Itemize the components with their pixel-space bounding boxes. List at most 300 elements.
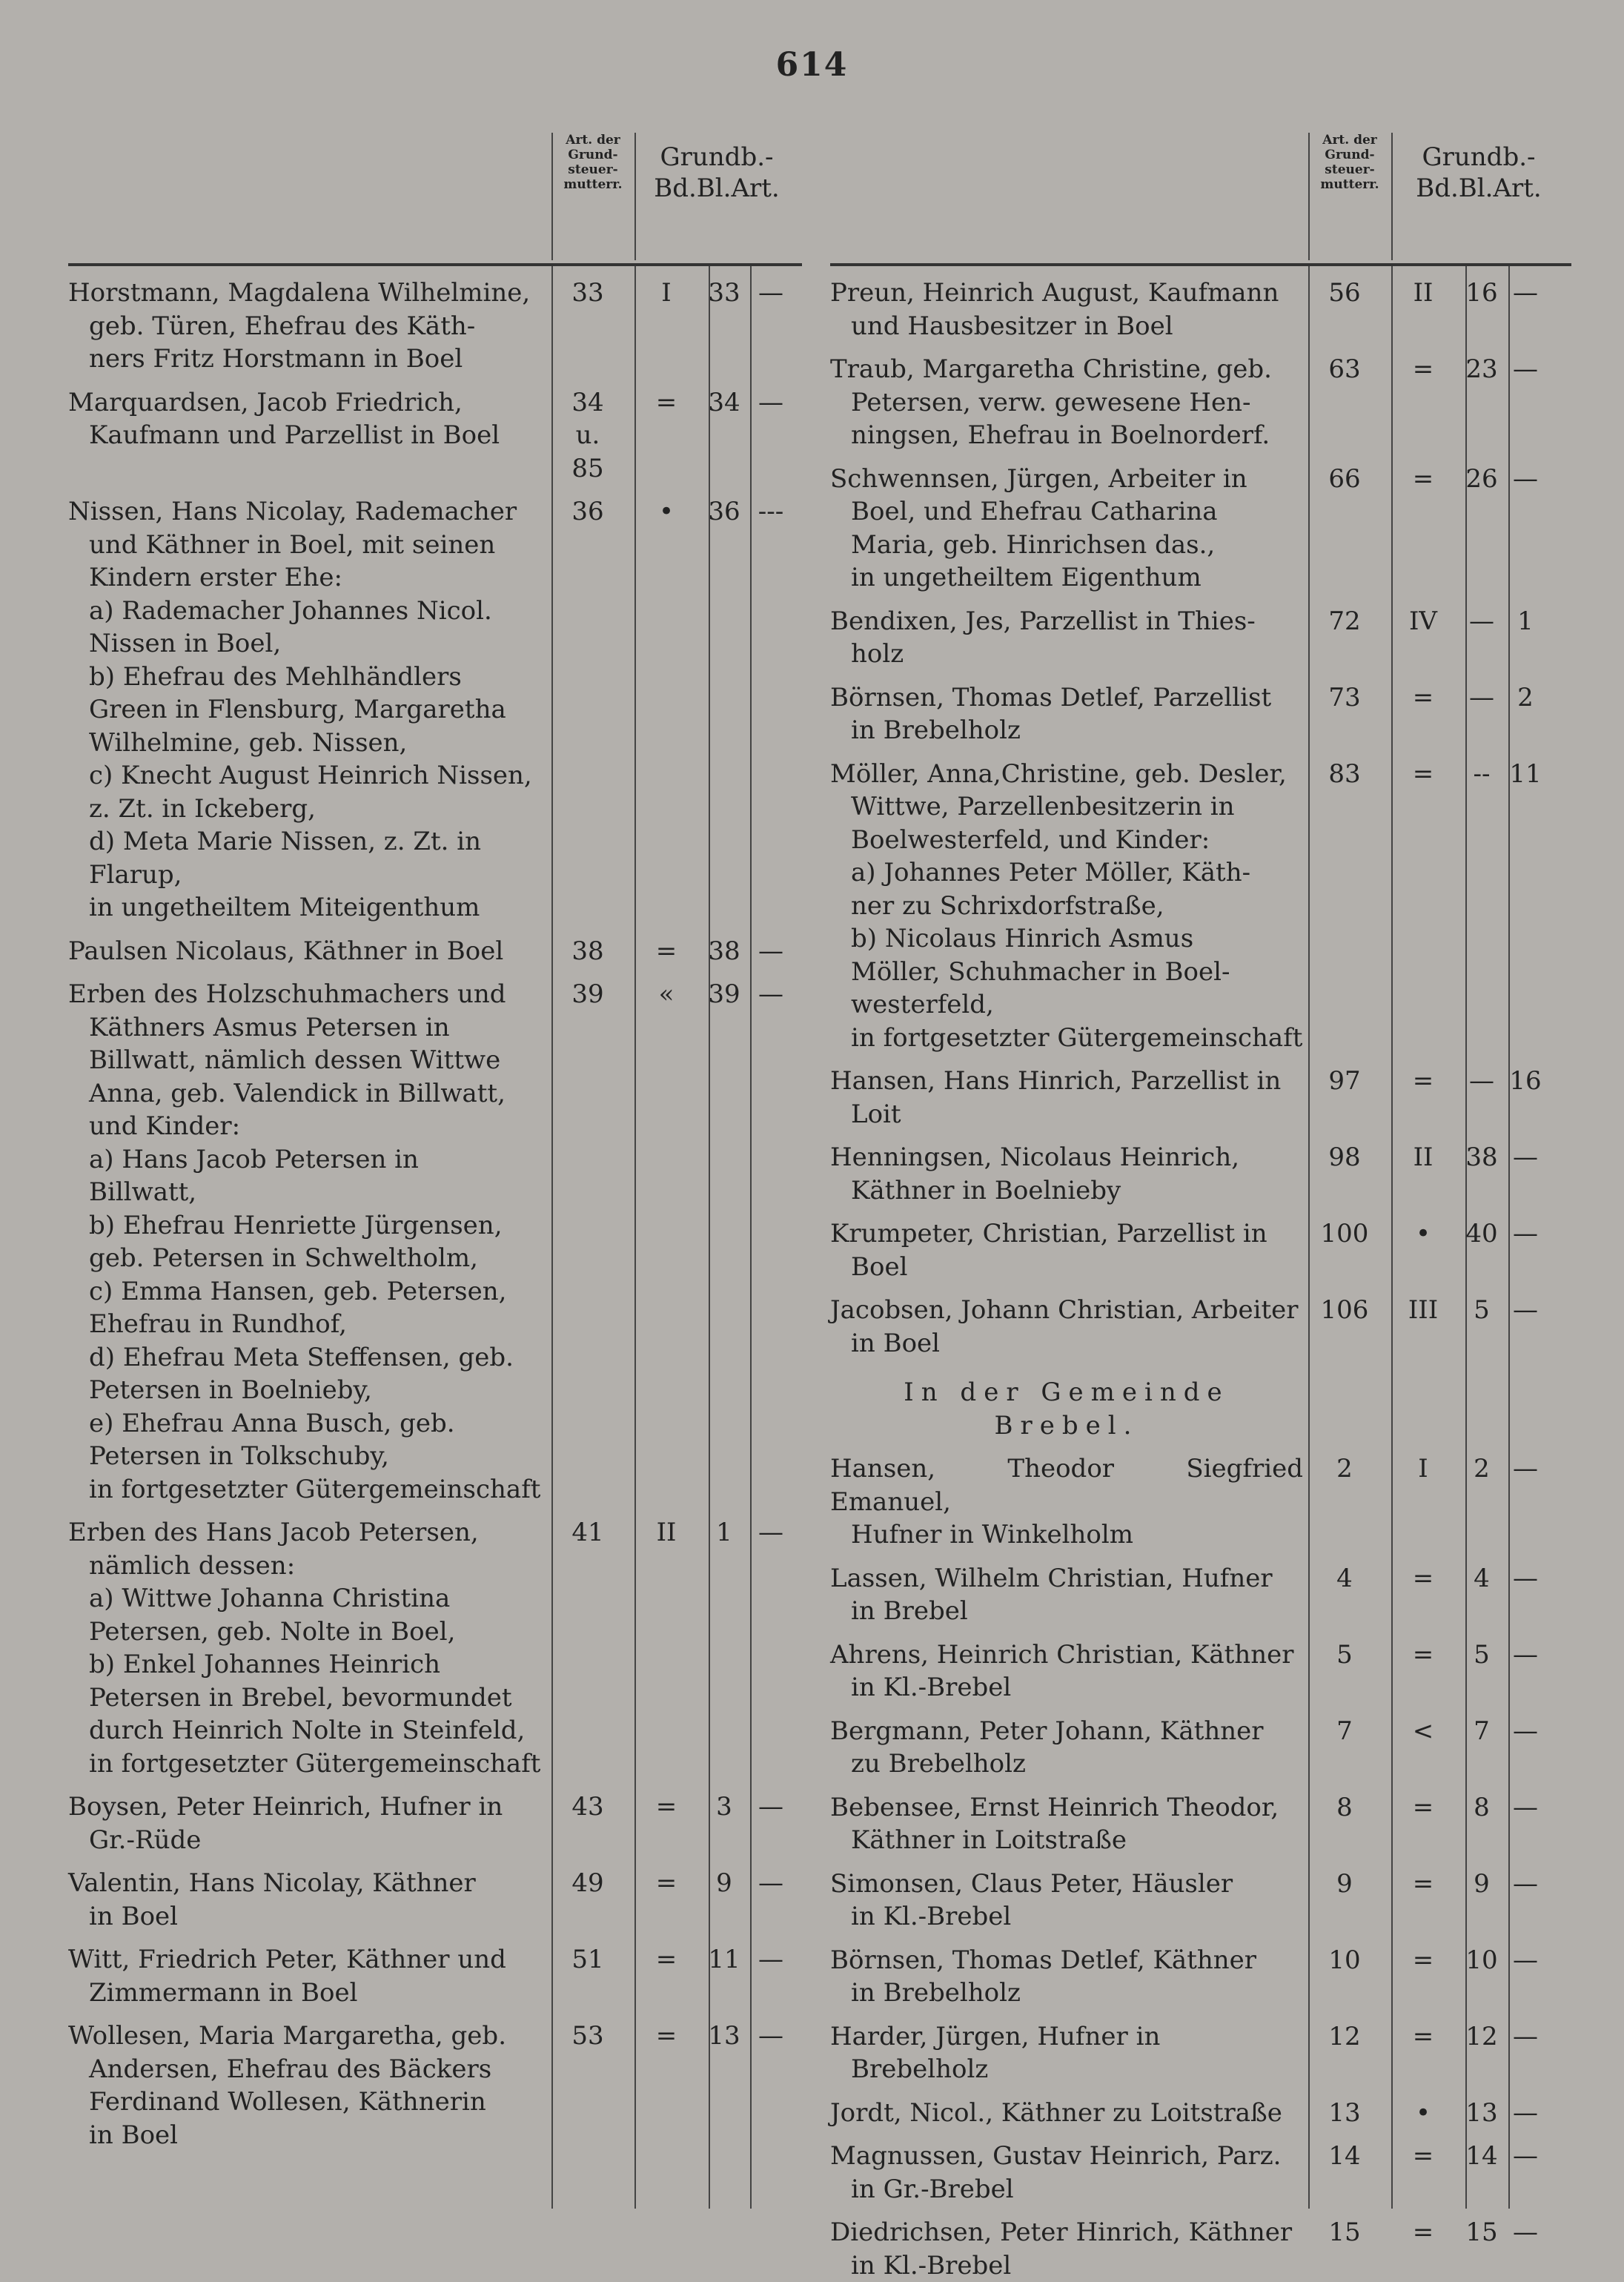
art-label-line: mutterr. <box>551 177 634 192</box>
entry-line: d) Ehefrau Meta Steffensen, geb. <box>68 1341 546 1375</box>
register-entry <box>830 2216 1571 2282</box>
register-entry <box>830 1868 1571 1934</box>
art-number: 13 <box>1303 2097 1386 2130</box>
grund-label-line: Bd.Bl.Art. <box>1393 173 1564 204</box>
blatt-number: 5 <box>1460 1294 1503 1360</box>
art-number: 98 <box>1303 1141 1386 1207</box>
art-number: 106 <box>1303 1294 1386 1360</box>
register-entry <box>830 605 1571 671</box>
entry-line: Zimmermann in Boel <box>68 1977 546 2010</box>
register-entry <box>830 1452 1571 1552</box>
register-entry <box>830 1141 1571 1207</box>
entry-line: zu Brebelholz <box>830 1747 1303 1781</box>
register-entry <box>830 1294 1571 1360</box>
entry-line: in Kl.-Brebel <box>830 1671 1303 1704</box>
art-label-line: Grund- <box>1308 148 1391 162</box>
entry-name <box>68 1790 546 1856</box>
band-number: = <box>1386 2216 1460 2282</box>
art-number: 15 <box>1303 2216 1386 2282</box>
entry-line: Petersen in Boelnieby, <box>68 1374 546 1407</box>
entry-line: Simonsen, Claus Peter, Häusler <box>830 1868 1303 1901</box>
entry-line: ners Fritz Horstmann in Boel <box>68 343 546 376</box>
band-number: = <box>1386 681 1460 747</box>
left-column <box>68 130 802 2209</box>
band-number: II <box>1386 277 1460 343</box>
entry-line: Paulsen Nicolaus, Käthner in Boel <box>68 935 546 968</box>
artikel-number: — <box>745 386 797 486</box>
entry-line: in fortgesetzter Gütergemeinschaft <box>68 1473 546 1507</box>
register-entry <box>830 1715 1571 1781</box>
entry-line: Käthner in Boelnieby <box>830 1174 1303 1208</box>
artikel-number: — <box>1503 1868 1548 1934</box>
entry-line: und Hausbesitzer in Boel <box>830 310 1303 343</box>
art-number: 73 <box>1303 681 1386 747</box>
artikel-number: — <box>745 1516 797 1780</box>
entry-line: in Brebel <box>830 1595 1303 1628</box>
art-number: 72 <box>1303 605 1386 671</box>
register-entry <box>68 978 802 1506</box>
entry-line: Bebensee, Ernst Heinrich Theodor, <box>830 1791 1303 1825</box>
art-number: 66 <box>1303 463 1386 595</box>
left-table-header <box>68 130 802 263</box>
register-entry <box>68 1790 802 1856</box>
register-entry <box>830 463 1571 595</box>
blatt-number: 39 <box>703 978 745 1506</box>
entry-name <box>830 2140 1303 2206</box>
entry-line: geb. Petersen in Schweltholm, <box>68 1242 546 1275</box>
art-number: 53 <box>546 2020 629 2152</box>
entry-name <box>830 605 1303 671</box>
entry-line: Witt, Friedrich Peter, Käthner und <box>68 1943 546 1977</box>
entry-line: Andersen, Ehefrau des Bäckers <box>68 2053 546 2086</box>
artikel-number: — <box>1503 277 1548 343</box>
entry-name <box>830 1452 1303 1552</box>
entry-line: in fortgesetzter Gütergemeinschaft <box>68 1747 546 1781</box>
artikel-number: — <box>1503 1562 1548 1628</box>
artikel-number: — <box>745 978 797 1506</box>
artikel-number: — <box>1503 1944 1548 2010</box>
entry-line: Maria, geb. Hinrichsen das., <box>830 529 1303 562</box>
register-entry <box>830 681 1571 747</box>
entry-line: Loit <box>830 1098 1303 1131</box>
entry-line: in ungetheiltem Eigenthum <box>830 561 1303 595</box>
register-entry <box>830 1217 1571 1283</box>
art-number: 39 <box>546 978 629 1506</box>
entry-name <box>68 1516 546 1780</box>
entry-line: Hufner in Winkelholm <box>830 1518 1303 1552</box>
entry-line: Ahrens, Heinrich Christian, Käthner <box>830 1638 1303 1672</box>
art-label-line: Art. der <box>1308 133 1391 148</box>
entry-line: Henningsen, Nicolaus Heinrich, <box>830 1141 1303 1174</box>
entry-name <box>68 935 546 968</box>
right-column <box>830 130 1571 2209</box>
entry-name <box>830 1944 1303 2010</box>
entry-line: b) Ehefrau des Mehlhändlers <box>68 661 546 694</box>
entry-line: Valentin, Hans Nicolay, Käthner <box>68 1867 546 1900</box>
artikel-number: 11 <box>1503 758 1548 1055</box>
blatt-number: 33 <box>703 277 745 376</box>
entry-line: c) Emma Hansen, geb. Petersen, <box>68 1275 546 1309</box>
blatt-number: 11 <box>703 1943 745 2009</box>
art-number: 14 <box>1303 2140 1386 2206</box>
entry-line: in Boel <box>68 2119 546 2152</box>
band-number: III <box>1386 1294 1460 1360</box>
artikel-number: — <box>1503 1791 1548 1857</box>
blatt-number: 13 <box>1460 2097 1503 2130</box>
blatt-number: 14 <box>1460 2140 1503 2206</box>
artikel-number: — <box>1503 1141 1548 1207</box>
entry-name <box>68 277 546 376</box>
band-number: • <box>1386 2097 1460 2130</box>
blatt-number: 9 <box>1460 1868 1503 1934</box>
art-number: 2 <box>1303 1452 1386 1552</box>
entry-name <box>830 2216 1303 2282</box>
register-entry <box>68 2020 802 2152</box>
entry-line: Diedrichsen, Peter Hinrich, Käthner <box>830 2216 1303 2249</box>
art-number: 34 u. 85 <box>546 386 629 486</box>
entry-line: Nissen in Boel, <box>68 627 546 661</box>
entry-line: Gr.-Rüde <box>68 1824 546 1857</box>
band-number: = <box>1386 1638 1460 1704</box>
entry-line: Nissen, Hans Nicolay, Rademacher <box>68 495 546 529</box>
entry-line: Bendixen, Jes, Parzellist in Thies- <box>830 605 1303 638</box>
band-number: = <box>1386 463 1460 595</box>
blatt-number: 26 <box>1460 463 1503 595</box>
artikel-number: — <box>1503 1294 1548 1360</box>
art-number: 43 <box>546 1790 629 1856</box>
entry-line: Billwatt, <box>68 1176 546 1209</box>
entry-line: Boysen, Peter Heinrich, Hufner in <box>68 1790 546 1824</box>
entry-line: Hansen, Hans Hinrich, Parzellist in <box>830 1065 1303 1098</box>
entry-line: a) Wittwe Johanna Christina <box>68 1582 546 1615</box>
entry-line: a) Johannes Peter Möller, Käth- <box>830 856 1303 890</box>
entry-line: durch Heinrich Nolte in Steinfeld, <box>68 1714 546 1747</box>
entry-name <box>830 1065 1303 1131</box>
subheading-line: In der Gemeinde <box>830 1376 1303 1409</box>
entry-line: Bergmann, Peter Johann, Käthner <box>830 1715 1303 1748</box>
entry-line: Anna, geb. Valendick in Billwatt, <box>68 1077 546 1111</box>
art-number: 36 <box>546 495 629 925</box>
rule-line <box>1391 133 1393 260</box>
entry-line: Schwennsen, Jürgen, Arbeiter in <box>830 463 1303 496</box>
blatt-number: 4 <box>1460 1562 1503 1628</box>
grund-label-line: Bd.Bl.Art. <box>632 173 802 204</box>
art-number: 41 <box>546 1516 629 1780</box>
entry-line: geb. Türen, Ehefrau des Käth- <box>68 310 546 343</box>
entry-line: Billwatt, nämlich dessen Wittwe <box>68 1044 546 1077</box>
entry-line: Kaufmann und Parzellist in Boel <box>68 419 546 452</box>
artikel-number: --- <box>745 495 797 925</box>
entry-name <box>830 1715 1303 1781</box>
entry-line: nämlich dessen: <box>68 1550 546 1583</box>
entry-name <box>830 1141 1303 1207</box>
artikel-number: 1 <box>1503 605 1548 671</box>
entry-line: Preun, Heinrich August, Kaufmann <box>830 277 1303 310</box>
entry-line: Kindern erster Ehe: <box>68 561 546 595</box>
page-number: 614 <box>0 46 1624 84</box>
artikel-number: — <box>1503 1452 1548 1552</box>
entry-line: Möller, Anna,Christine, geb. Desler, <box>830 758 1303 791</box>
grundbuch-header <box>1393 142 1564 204</box>
entry-name <box>830 1791 1303 1857</box>
artikel-number: — <box>1503 2097 1548 2130</box>
entry-line: Käthner in Loitstraße <box>830 1824 1303 1857</box>
entry-name <box>830 1868 1303 1934</box>
blatt-number: 38 <box>1460 1141 1503 1207</box>
entry-name <box>830 463 1303 595</box>
art-number: 4 <box>1303 1562 1386 1628</box>
blatt-number: 38 <box>703 935 745 968</box>
blatt-number: 12 <box>1460 2020 1503 2086</box>
artikel-number: — <box>745 1790 797 1856</box>
blatt-number: — <box>1460 681 1503 747</box>
blatt-number: 34 <box>703 386 745 486</box>
art-number: 51 <box>546 1943 629 2009</box>
blatt-number: 9 <box>703 1867 745 1933</box>
rule-line <box>634 133 636 260</box>
register-entry <box>830 2097 1571 2130</box>
entry-line: Boel, und Ehefrau Catharina <box>830 495 1303 529</box>
entry-line: b) Enkel Johannes Heinrich <box>68 1648 546 1681</box>
band-number: = <box>1386 353 1460 452</box>
entry-line: b) Nicolaus Hinrich Asmus <box>830 922 1303 956</box>
band-number: = <box>1386 2140 1460 2206</box>
blatt-number: — <box>1460 1065 1503 1131</box>
artikel-number: — <box>1503 463 1548 595</box>
entry-line: Erben des Hans Jacob Petersen, <box>68 1516 546 1550</box>
blatt-number: 1 <box>703 1516 745 1780</box>
entry-line: Boelwesterfeld, und Kinder: <box>830 824 1303 857</box>
entry-line: in Boel <box>68 1900 546 1934</box>
band-number: II <box>629 1516 703 1780</box>
entry-name <box>68 1867 546 1933</box>
register-entry <box>830 2020 1571 2086</box>
band-number: II <box>1386 1141 1460 1207</box>
band-number: I <box>629 277 703 376</box>
artikel-number: — <box>745 1867 797 1933</box>
band-number: < <box>1386 1715 1460 1781</box>
entry-name <box>68 1943 546 2009</box>
entry-line: in Kl.-Brebel <box>830 1900 1303 1934</box>
blatt-number: 10 <box>1460 1944 1503 2010</box>
entry-line: Marquardsen, Jacob Friedrich, <box>68 386 546 420</box>
right-table-header <box>830 130 1571 263</box>
entry-line: d) Meta Marie Nissen, z. Zt. in <box>68 825 546 859</box>
entry-line: b) Ehefrau Henriette Jürgensen, <box>68 1209 546 1243</box>
entry-line: in Brebelholz <box>830 1977 1303 2010</box>
band-number: = <box>629 386 703 486</box>
blatt-number: 2 <box>1460 1452 1503 1552</box>
municipality-heading <box>830 1376 1303 1442</box>
register-entry <box>830 2140 1571 2206</box>
blatt-number: 23 <box>1460 353 1503 452</box>
entry-line: Krumpeter, Christian, Parzellist in <box>830 1217 1303 1251</box>
art-number: 9 <box>1303 1868 1386 1934</box>
entry-name <box>830 1217 1303 1283</box>
entry-line: westerfeld, <box>830 988 1303 1022</box>
entry-line: z. Zt. in Ickeberg, <box>68 793 546 826</box>
entry-line: Petersen in Tolkschuby, <box>68 1440 546 1473</box>
blatt-number: 40 <box>1460 1217 1503 1283</box>
entry-name <box>830 681 1303 747</box>
band-number: • <box>629 495 703 925</box>
register-entry <box>830 277 1571 343</box>
band-number: = <box>1386 1065 1460 1131</box>
entry-line: c) Knecht August Heinrich Nissen, <box>68 759 546 793</box>
band-number: = <box>629 1943 703 2009</box>
band-number: = <box>629 935 703 968</box>
entry-line: und Käthner in Boel, mit seinen <box>68 529 546 562</box>
register-entry <box>68 1516 802 1780</box>
entry-name <box>68 386 546 486</box>
band-number: = <box>629 1790 703 1856</box>
band-number: = <box>1386 1562 1460 1628</box>
artikel-number: — <box>745 2020 797 2152</box>
entry-name <box>830 1294 1303 1360</box>
entry-line: Börnsen, Thomas Detlef, Parzellist <box>830 681 1303 715</box>
grund-label-line: Grundb.- <box>632 142 802 173</box>
entry-line: Wittwe, Parzellenbesitzerin in <box>830 790 1303 824</box>
entry-name <box>68 2020 546 2152</box>
entry-line: Magnussen, Gustav Heinrich, Parz. <box>830 2140 1303 2173</box>
subheading-line: Brebel. <box>830 1409 1303 1443</box>
art-label-line: mutterr. <box>1308 177 1391 192</box>
band-number: = <box>1386 1944 1460 2010</box>
band-number: = <box>1386 2020 1460 2086</box>
right-entries <box>830 263 1571 2209</box>
entry-line: Green in Flensburg, Margaretha <box>68 693 546 727</box>
art-number: 8 <box>1303 1791 1386 1857</box>
entry-line: Brebelholz <box>830 2053 1303 2086</box>
entry-line: Flarup, <box>68 859 546 892</box>
art-label-line: Grund- <box>551 148 634 162</box>
entry-line: Möller, Schuhmacher in Boel- <box>830 956 1303 989</box>
artikel-number: — <box>745 935 797 968</box>
entry-line: Harder, Jürgen, Hufner in <box>830 2020 1303 2054</box>
band-number: = <box>1386 1868 1460 1934</box>
entry-line: Lassen, Wilhelm Christian, Hufner <box>830 1562 1303 1595</box>
entry-line: in Kl.-Brebel <box>830 2249 1303 2282</box>
art-number: 7 <box>1303 1715 1386 1781</box>
register-entry <box>830 1944 1571 2010</box>
band-number: = <box>1386 758 1460 1055</box>
rule-line <box>551 133 553 260</box>
entry-line: Wilhelmine, geb. Nissen, <box>68 727 546 760</box>
band-number: = <box>629 1867 703 1933</box>
art-number: 63 <box>1303 353 1386 452</box>
register-entry <box>68 935 802 968</box>
entry-line: und Kinder: <box>68 1110 546 1143</box>
register-entry <box>830 1638 1571 1704</box>
artikel-number: — <box>745 1943 797 2009</box>
band-number: • <box>1386 1217 1460 1283</box>
entry-line: Börnsen, Thomas Detlef, Käthner <box>830 1944 1303 1977</box>
blatt-number: 16 <box>1460 277 1503 343</box>
artikel-number: — <box>1503 353 1548 452</box>
entry-line: Petersen, verw. gewesene Hen- <box>830 386 1303 420</box>
art-number: 33 <box>546 277 629 376</box>
entry-line: Jordt, Nicol., Käthner zu Loitstraße <box>830 2097 1303 2130</box>
entry-name <box>830 353 1303 452</box>
entry-line: holz <box>830 638 1303 671</box>
art-grundsteuer-header <box>551 133 634 192</box>
entry-line: a) Rademacher Johannes Nicol. <box>68 595 546 628</box>
band-number: = <box>1386 1791 1460 1857</box>
register-entry <box>830 758 1571 1055</box>
entry-name <box>830 2020 1303 2086</box>
grundbuch-header <box>632 142 802 204</box>
entry-name <box>830 277 1303 343</box>
entry-line: Hansen, Theodor Siegfried Emanuel, <box>830 1452 1303 1518</box>
grund-label-line: Grundb.- <box>1393 142 1564 173</box>
art-number: 97 <box>1303 1065 1386 1131</box>
entry-name <box>830 1562 1303 1628</box>
band-number: = <box>629 2020 703 2152</box>
art-number: 56 <box>1303 277 1386 343</box>
entry-name <box>830 2097 1303 2130</box>
band-number: IV <box>1386 605 1460 671</box>
art-label-line: steuer- <box>551 162 634 177</box>
art-number: 100 <box>1303 1217 1386 1283</box>
artikel-number: — <box>1503 2216 1548 2282</box>
artikel-number: — <box>1503 1638 1548 1704</box>
entry-line: in Gr.-Brebel <box>830 2173 1303 2206</box>
register-entry <box>830 353 1571 452</box>
art-label-line: Art. der <box>551 133 634 148</box>
art-number: 83 <box>1303 758 1386 1055</box>
register-entry <box>68 1943 802 2009</box>
entry-line: in fortgesetzter Gütergemeinschaft <box>830 1022 1303 1055</box>
register-entry <box>830 1562 1571 1628</box>
entry-line: Ehefrau in Rundhof, <box>68 1308 546 1341</box>
blatt-number: 5 <box>1460 1638 1503 1704</box>
artikel-number: — <box>1503 1217 1548 1283</box>
register-entry <box>68 495 802 925</box>
artikel-number: 2 <box>1503 681 1548 747</box>
entry-line: Ferdinand Wollesen, Käthnerin <box>68 2086 546 2119</box>
entry-line: e) Ehefrau Anna Busch, geb. <box>68 1407 546 1441</box>
entry-line: in Boel <box>830 1327 1303 1360</box>
blatt-number: 3 <box>703 1790 745 1856</box>
blatt-number: 8 <box>1460 1791 1503 1857</box>
blatt-number: — <box>1460 605 1503 671</box>
left-entries <box>68 263 802 2209</box>
entry-line: Jacobsen, Johann Christian, Arbeiter <box>830 1294 1303 1327</box>
blatt-number: 36 <box>703 495 745 925</box>
entry-line: in ungetheiltem Miteigenthum <box>68 891 546 925</box>
entry-line: in Brebelholz <box>830 714 1303 747</box>
blatt-number: -- <box>1460 758 1503 1055</box>
art-number: 5 <box>1303 1638 1386 1704</box>
register-entry <box>830 1065 1571 1131</box>
artikel-number: — <box>1503 2140 1548 2206</box>
art-number: 49 <box>546 1867 629 1933</box>
entry-line: Wollesen, Maria Margaretha, geb. <box>68 2020 546 2053</box>
entry-name <box>830 1638 1303 1704</box>
register-entry <box>830 1791 1571 1857</box>
entry-line: Boel <box>830 1251 1303 1284</box>
art-number: 38 <box>546 935 629 968</box>
artikel-number: — <box>1503 1715 1548 1781</box>
art-grundsteuer-header <box>1308 133 1391 192</box>
entry-name <box>830 758 1303 1055</box>
artikel-number: — <box>1503 2020 1548 2086</box>
blatt-number: 15 <box>1460 2216 1503 2282</box>
entry-line: Erben des Holzschuhmachers und <box>68 978 546 1011</box>
register-entry <box>68 277 802 376</box>
entry-name <box>68 495 546 925</box>
rule-line <box>1308 133 1310 260</box>
